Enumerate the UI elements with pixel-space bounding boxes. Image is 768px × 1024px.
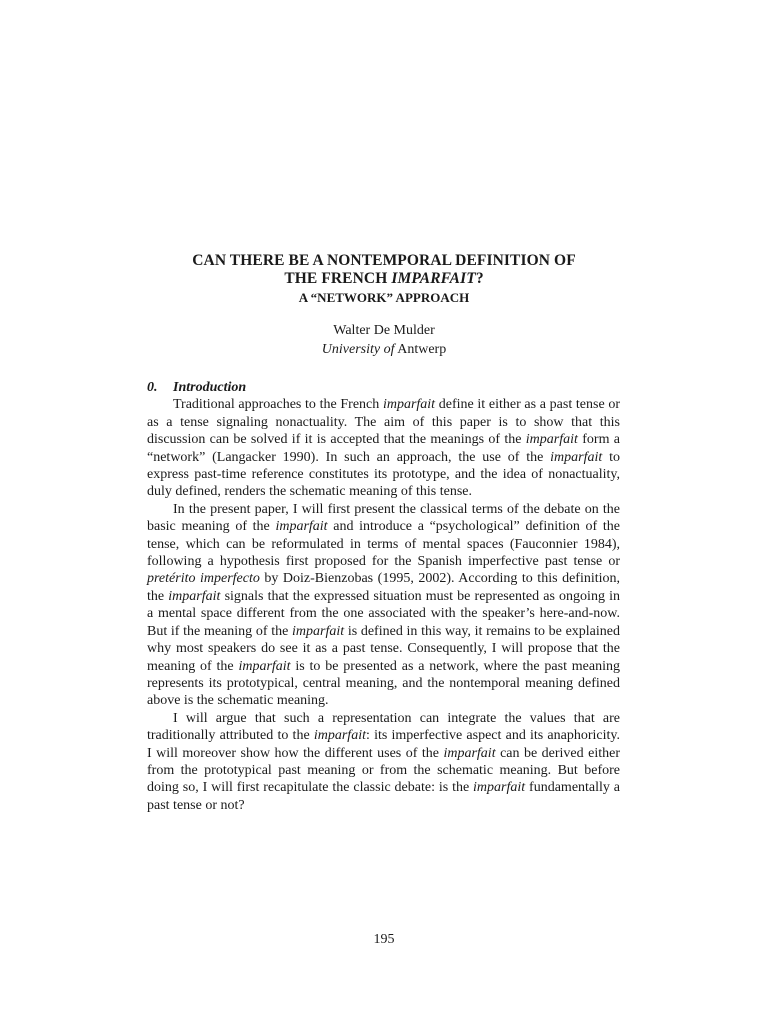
subtitle: A “NETWORK” APPROACH: [298, 290, 470, 305]
italic-term: imparfait: [382, 397, 436, 413]
text-run: Traditional approaches to the French: [173, 397, 383, 413]
italic-term: imparfait: [313, 728, 366, 744]
affiliation-italic: University of: [321, 342, 395, 357]
title-line-2-suffix: ?: [475, 270, 484, 287]
text-run: and introduce a “psychological” definition of the tense, which can be reformulated in terms of mental spaces (Fauconnier 1984), following a hypothesis first proposed for the Spanish imperfective past tense or: [147, 519, 620, 570]
title-line-1: CAN THERE BE A NONTEMPORAL DEFINITION OF: [192, 252, 576, 269]
text-run: fundamentally a past tense or not?: [147, 780, 621, 813]
title-line-2: [140, 270, 628, 288]
italic-term: imparfait: [168, 588, 221, 604]
italic-term: imparfait: [443, 745, 496, 761]
paragraph: [147, 501, 620, 710]
text-run: I will argue that such a representation can integrate the values that are traditionally attributed to the: [147, 710, 620, 744]
text-run: form a “network” (Langacker 1990). In such an approach, the use of the: [147, 432, 620, 465]
text-run: to express past-time reference constitutes its prototype, and the idea of nonactuality, duly defined, renders the schematic meaning of this tense.: [147, 449, 620, 500]
body-text: [147, 379, 620, 814]
text-run: is defined in this way, it remains to be explained why most speakers do see it as a past tense. Consequently, I will propose that the meaning of the: [147, 623, 620, 674]
paragraph: [147, 396, 620, 500]
text-run: define it either as a past tense or as a tense signaling nonactuality. The aim of this paper is to show that this discussion can be solved if it is accepted that the meanings of the: [147, 397, 621, 448]
affiliation-rest: Antwerp: [394, 342, 447, 357]
italic-term: pretérito imperfecto: [147, 571, 260, 587]
italic-term: imparfait: [473, 780, 526, 796]
italic-term: imparfait: [275, 519, 328, 535]
author-name: Walter De Mulder: [333, 323, 435, 338]
text-run: can be derived either from the prototypical past meaning or from the schematic meaning. But before doing so, I will first recapitulate the classic debate: is the: [147, 745, 620, 796]
text-run: : its imperfective aspect and its anaphoricity. I will moreover show how the different uses of the: [147, 728, 620, 761]
italic-term: imparfait: [292, 623, 345, 639]
text-run: In the present paper, I will first present the classical terms of the debate on the basic meaning of the: [147, 501, 620, 535]
title-imparfait: IMPARFAIT: [391, 270, 476, 287]
author-affiliation: [140, 340, 628, 359]
title-block: [140, 252, 628, 307]
section-title: Introduction: [173, 380, 247, 395]
paragraph: [147, 710, 620, 814]
text-run: is to be presented as a network, where the past meaning represents its prototypical, central meaning, and the nontemporal meaning defined above is the schematic meaning.: [147, 658, 620, 709]
section-heading: [147, 379, 620, 396]
italic-term: imparfait: [550, 449, 603, 465]
author-block: [140, 321, 628, 359]
text-run: signals that the expressed situation must be represented as ongoing in a mental space different from the one associated with the speaker’s here-and-now. But if the meaning of the: [147, 588, 621, 639]
text-run: by Doiz-Bienzobas (1995, 2002). According to this definition, the: [147, 571, 620, 604]
italic-term: imparfait: [238, 658, 291, 674]
italic-term: imparfait: [525, 432, 578, 448]
title-line-2-prefix: THE FRENCH: [284, 270, 392, 287]
page-number: 195: [373, 932, 395, 947]
section-number: 0.: [147, 380, 158, 395]
